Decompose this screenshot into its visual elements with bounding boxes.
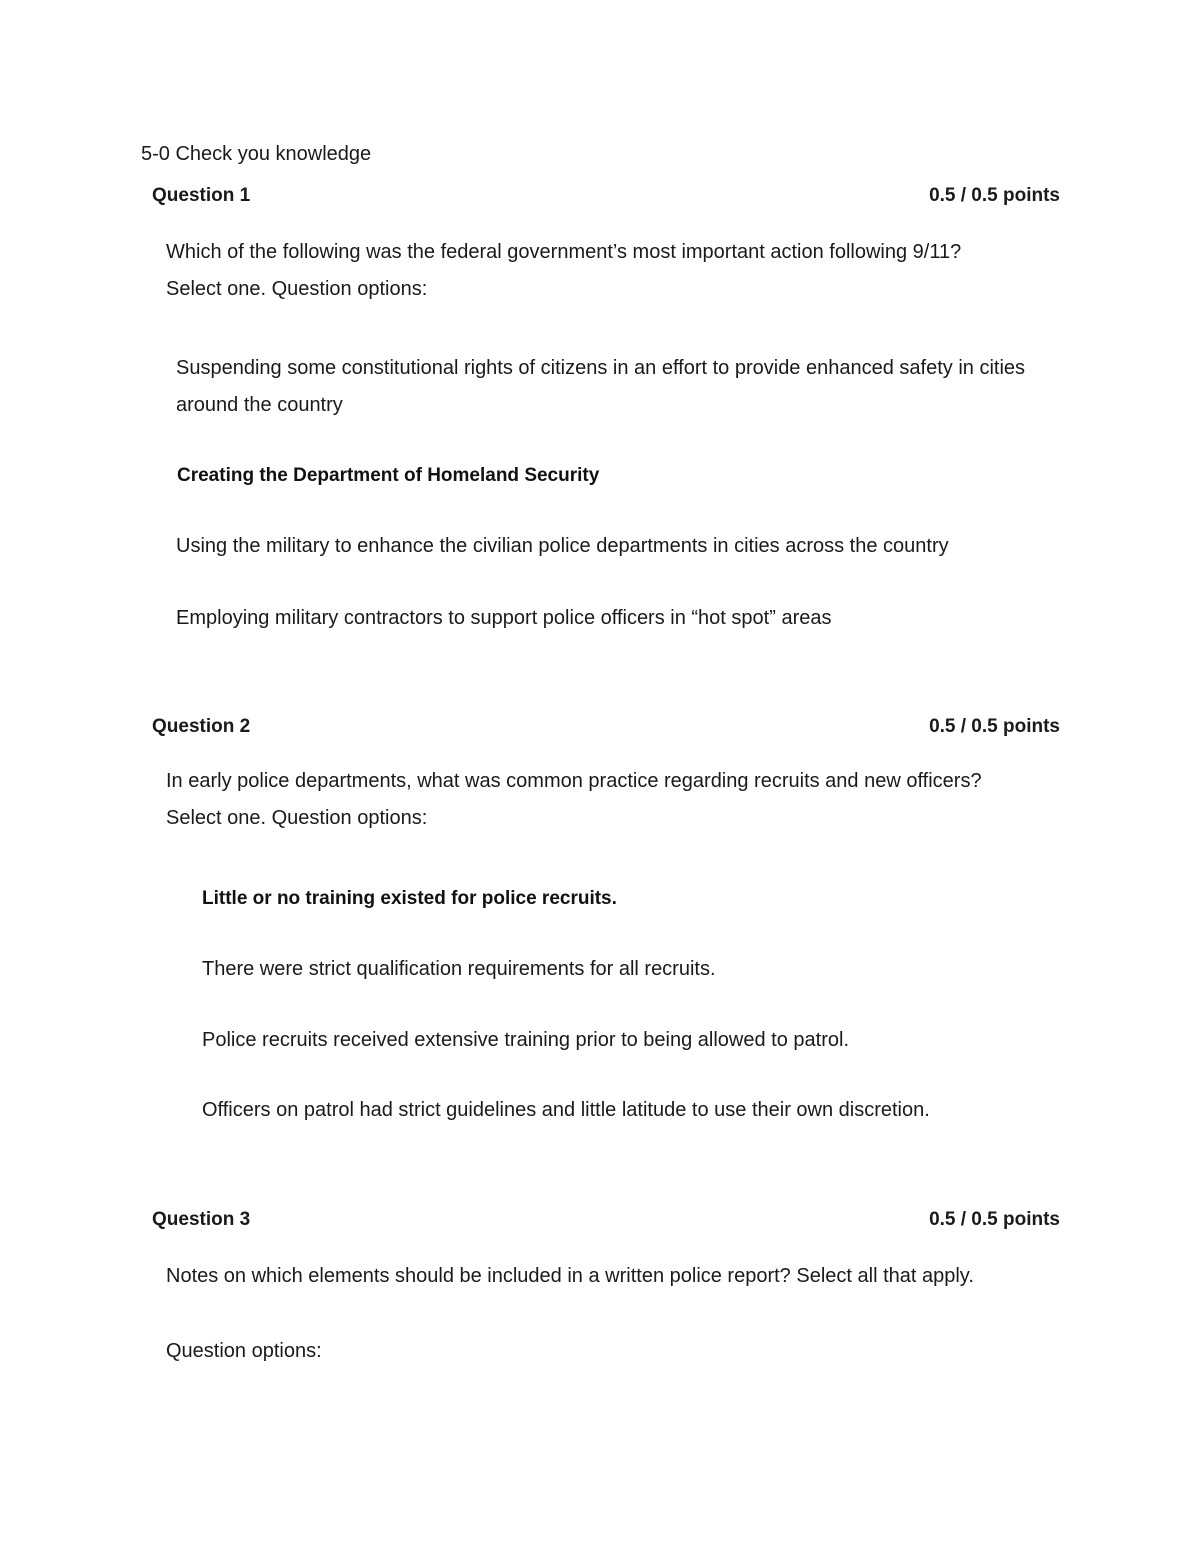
question-2-prompt-text: In early police departments, what was common practice regarding recruits and new officers?	[166, 770, 982, 792]
question-1-prompt-text: Which of the following was the federal government’s most important action following 9/11?	[166, 241, 962, 263]
question-2-header	[152, 715, 1060, 739]
question-1-prompt	[166, 234, 1056, 307]
question-2-prompt	[166, 763, 1056, 836]
question-1-instruction: Select one. Question options:	[166, 277, 428, 300]
question-1-label: Question 1	[152, 185, 251, 206]
document-title: 5-0 Check you knowledge	[141, 143, 372, 165]
question-3-instruction-block	[166, 1333, 1056, 1370]
question-1-header	[152, 184, 1060, 208]
question-1-option-4: Employing military contractors to support police officers in “hot spot” areas	[176, 607, 832, 629]
question-2-instruction: Select one. Question options:	[166, 806, 428, 829]
question-2-option-1-correct: Little or no training existed for police recruits.	[202, 888, 617, 909]
question-2-label: Question 2	[152, 716, 251, 737]
question-1-option-3: Using the military to enhance the civilian police departments in cities across the country	[176, 535, 949, 557]
question-3-label: Question 3	[152, 1209, 251, 1230]
question-2-option-2: There were strict qualification requirements for all recruits.	[202, 958, 716, 980]
question-3-instruction: Question options:	[166, 1340, 322, 1362]
question-3-prompt	[166, 1258, 1056, 1295]
question-1-option-2-correct: Creating the Department of Homeland Security	[177, 465, 600, 486]
question-1-option-1: Suspending some constitutional rights of citizens in an effort to provide enhanced safety in cities around the country	[176, 357, 1026, 416]
question-2-option-4: Officers on patrol had strict guidelines and little latitude to use their own discretion.	[202, 1099, 930, 1121]
question-3-header	[152, 1208, 1060, 1232]
question-2-option-3: Police recruits received extensive training prior to being allowed to patrol.	[202, 1029, 850, 1051]
question-3-points: 0.5 / 0.5 points	[929, 1209, 1060, 1230]
question-2-points: 0.5 / 0.5 points	[929, 716, 1060, 737]
question-1-points: 0.5 / 0.5 points	[929, 185, 1060, 206]
question-3-prompt-text: Notes on which elements should be included in a written police report? Select all that apply.	[166, 1265, 974, 1287]
